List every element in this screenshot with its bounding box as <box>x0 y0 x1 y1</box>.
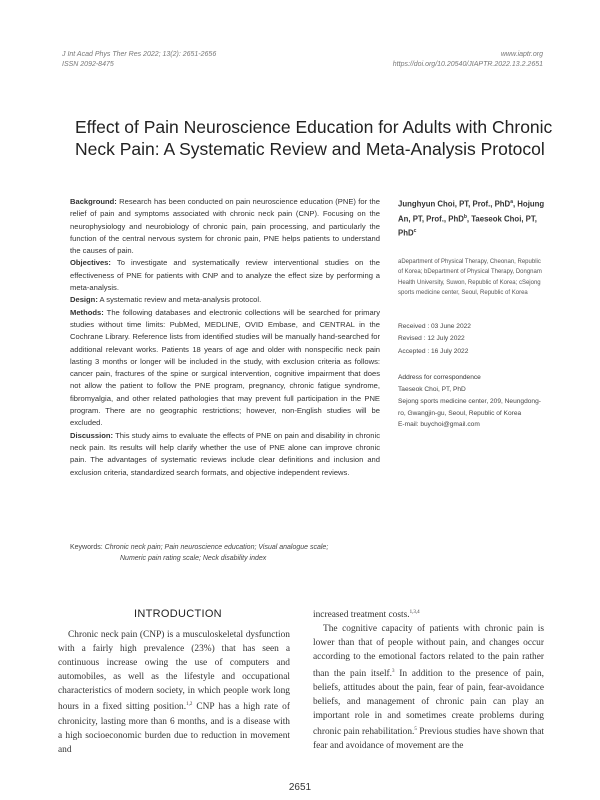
correspondence-email[interactable]: E-mail: buychoi@gmail.com <box>398 421 480 429</box>
article-title: Effect of Pain Neuroscience Education for Adults with Chronic Neck Pain: A Systematic Review and Meta-Analysis Protocol <box>75 117 553 159</box>
intro-text-4: In addition to the presence of pain, beliefs, attitudes about the pain, fear of pain, fear-avoidance beliefs, and management of chronic pain can play an important role in and sometimes create problems during chronic pain rehabilitation. <box>313 668 544 738</box>
intro-continuation <box>313 606 544 622</box>
correspondence-name: Taeseok Choi, PT, PhD <box>398 386 466 394</box>
keywords <box>70 542 390 564</box>
intro-paragraph-2 <box>313 622 544 753</box>
correspondence-address: Sejong sports medicine center, 209, Neungdong-ro, Gwangjin-gu, Seoul, Republic of Korea <box>398 397 541 417</box>
intro-continuation-text: increased treatment costs. <box>313 610 410 621</box>
section-heading-introduction: INTRODUCTION <box>134 608 222 620</box>
design-label: Design: <box>70 295 98 305</box>
objectives-text: To investigate and systematically review interventional studies on the effectiveness of PNE for patients with CNP and to analyze the effect size by performing a meta-analysis. <box>70 258 380 293</box>
journal-links <box>393 50 543 70</box>
body-column-right <box>313 606 544 753</box>
objectives-label: Objectives: <box>70 258 111 268</box>
keywords-line-1: Chronic neck pain; Pain neuroscience education; Visual analogue scale; <box>104 544 329 551</box>
correspondence <box>398 372 545 431</box>
abstract-objectives <box>70 257 380 294</box>
abstract-discussion <box>70 430 380 479</box>
keywords-label: Keywords: <box>70 544 103 551</box>
author-3-sup: c <box>413 228 417 235</box>
design-text: A systematic review and meta-analysis protocol. <box>97 295 262 305</box>
issn-line: ISSN 2092-8475 <box>62 61 114 68</box>
intro-text-1: Chronic neck pain (CNP) is a musculoskeletal dysfunction with a fairly high prevalence (23%) that has seen a continuous increase owing the use of computers and automobiles, as well as the lifestyle and occupational characteristics of modern society, in which people work long hours in a fixed sitting position. <box>58 630 290 713</box>
correspondence-title: Address for correspondence <box>398 374 481 382</box>
methods-text: The following databases and electronic collections will be searched for primary studies without time limits: PubMed, MEDLINE, OVID Embase, and CENTRAL in the Cochrane Library. Reference lists from identified studies will be manually hand-searched for additional relevant works. Patients 18 years of age and older with nonspecific neck pain lasting 3 months or longer will be included in the study, with exclusion criteria as follows: cancer pain, fractures of the spine or surgical intervention, cognitive impairment that does not allow the patient to follow the PNE program, pregnancy, chronic fatigue syndrome, fibromyalgia, and other related pathologies that may prevent full participation in the PNE program. There are no geographic restrictions; however, non-English studies will be excluded. <box>70 307 380 428</box>
author-3: , Taeseok Choi, PT, PhD <box>398 214 537 238</box>
author-sidebar <box>398 196 545 431</box>
author-2: , Hojung An, PT, Prof., PhD <box>398 199 545 224</box>
citation-sup: 1,2 <box>186 702 193 708</box>
journal-citation <box>62 50 216 70</box>
intro-text-5: Previous studies have shown that fear and avoidance of movement are the <box>313 727 544 752</box>
citation-sup: 1,3,4 <box>409 610 420 615</box>
intro-paragraph-1 <box>58 628 290 757</box>
abstract-design <box>70 294 380 306</box>
discussion-label: Discussion: <box>70 430 114 440</box>
author-1-sup: a <box>510 199 513 205</box>
author-1: Junghyun Choi, PT, Prof., PhD <box>398 199 511 209</box>
doi-link[interactable]: https://doi.org/10.20540/JIAPTR.2022.13.2.2651 <box>392 61 543 68</box>
abstract-methods <box>70 307 380 430</box>
author-list <box>398 196 545 240</box>
body-column-left <box>58 628 290 757</box>
page-number: 2651 <box>288 782 312 793</box>
background-text: Research has been conducted on pain neuroscience education (PNE) for the relief of pain and symptoms associated with chronic neck pain (CNP). Focusing on the neurophysiology and neurobiology of chronic pain, pain processing, and particularly the function of the central nervous system for chronic pain, PNE helps patients to understand the causes of pain. <box>70 197 380 256</box>
abstract <box>70 196 380 479</box>
article-dates <box>398 321 545 359</box>
abstract-background <box>70 196 380 257</box>
discussion-text: This study aims to evaluate the effects of PNE on pain and disability in chronic neck pain. Its results will help clarify whether the use of PNE alone can improve chronic pain. The advantages of systematic reviews include clear definitions and inclusion and exclusion criteria, standardized search formats, and objective independent reviews. <box>70 430 380 477</box>
keywords-line-2: Numeric pain rating scale; Neck disability index <box>120 555 267 562</box>
citation-sup: 3 <box>392 668 395 674</box>
affiliations: aDepartment of Physical Therapy, Cheonan, Republic of Korea; bDepartment of Physical Therapy, Dongnam Health University, Suwon, Republic of Korea; cSejong sports medicine center, Seoul, Republic of Korea <box>398 258 542 297</box>
journal-citation-line: J Int Acad Phys Ther Res 2022; 13(2): 2651-2656 <box>62 51 217 58</box>
intro-text-3: The cognitive capacity of patients with chronic pain is lower than that of people without pain, and changes occur according to the emotional factors related to the pain rather than the pain itself. <box>313 624 544 679</box>
accepted-date: Accepted : 16 July 2022 <box>398 347 469 355</box>
received-date: Received : 03 June 2022 <box>398 322 471 330</box>
author-2-sup: b <box>463 213 467 220</box>
journal-url[interactable]: www.iaptr.org <box>500 51 543 58</box>
background-label: Background: <box>70 197 117 206</box>
citation-sup: 5 <box>414 727 417 732</box>
revised-date: Revised : 12 July 2022 <box>398 335 465 343</box>
intro-text-2: CNP has a high rate of chronicity, lasting more than 6 months, and is a disease with a high socioeconomic burden due to reduction in movement and <box>58 702 290 755</box>
methods-label: Methods: <box>70 307 104 317</box>
